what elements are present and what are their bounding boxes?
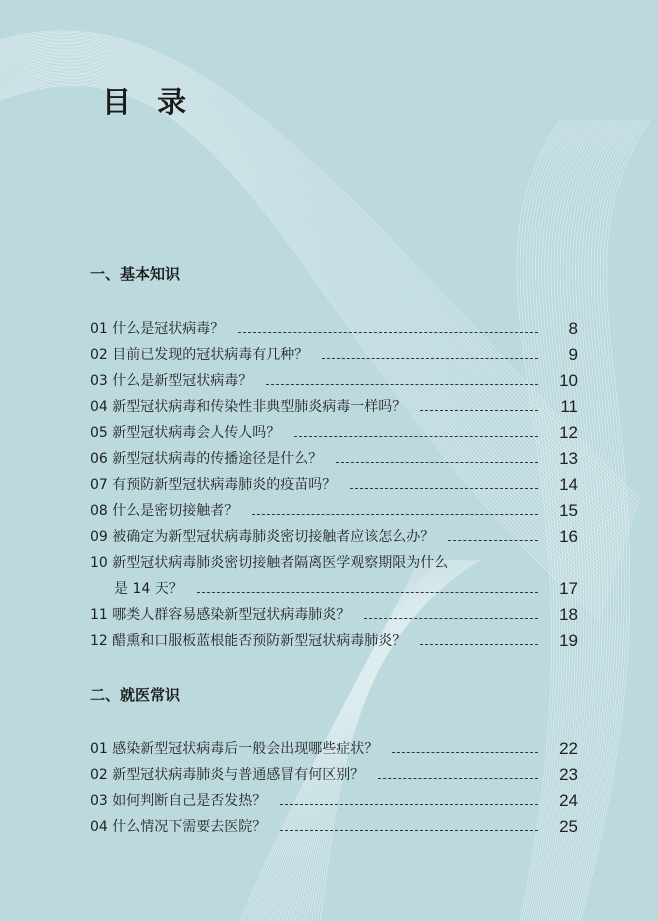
toc-entry-text: 02 目前已发现的冠状病毒有几种？ (90, 347, 309, 363)
toc-page-number: 14 (559, 475, 578, 494)
toc-entry[interactable] (90, 312, 578, 338)
toc-list-basics (90, 312, 578, 650)
toc-entry[interactable] (90, 468, 578, 494)
dot-leader (364, 618, 538, 619)
dot-leader (252, 514, 538, 515)
toc-entry-text: 04 什么情况下需要去医院？ (90, 819, 267, 835)
toc-page-number: 12 (559, 423, 578, 442)
dot-leader (448, 540, 538, 541)
toc-entry[interactable] (90, 442, 578, 468)
toc-entry-text: 06 新型冠状病毒的传播途径是什么？ (90, 451, 323, 467)
toc-page-number: 18 (559, 605, 578, 624)
dot-leader (420, 644, 538, 645)
toc-entry[interactable] (90, 390, 578, 416)
toc-entry-text: 03 如何判断自己是否发热？ (90, 793, 267, 809)
dot-leader (266, 384, 538, 385)
toc-entry[interactable] (90, 416, 578, 442)
toc-entry[interactable] (90, 810, 578, 836)
toc-entry-text: 01 什么是冠状病毒？ (90, 321, 225, 337)
toc-entry-text: 10 新型冠状病毒肺炎密切接触者隔离医学观察期限为什么 (90, 555, 449, 571)
toc-entry-first-line[interactable] (90, 546, 578, 572)
toc-page-number: 23 (559, 765, 578, 784)
toc-entry-text: 09 被确定为新型冠状病毒肺炎密切接触者应该怎么办？ (90, 529, 435, 545)
dot-leader (322, 358, 538, 359)
toc-entry-text: 12 醋熏和口服板蓝根能否预防新型冠状病毒肺炎？ (90, 633, 407, 649)
toc-entry-text: 08 什么是密切接触者？ (90, 503, 239, 519)
toc-entry-text: 11 哪类人群容易感染新型冠状病毒肺炎？ (90, 607, 351, 623)
dot-leader (336, 462, 538, 463)
toc-entry[interactable] (90, 494, 578, 520)
dot-leader (280, 804, 538, 805)
section-heading-basics: 一、基本知识 (90, 265, 181, 283)
dot-leader (378, 778, 538, 779)
toc-page-number: 8 (568, 319, 578, 338)
toc-page-number: 22 (559, 739, 578, 758)
toc-page-number: 16 (559, 527, 578, 546)
toc-page-number: 19 (559, 631, 578, 650)
toc-page-number: 11 (560, 397, 578, 416)
toc-page-number: 25 (559, 817, 578, 836)
section-heading-medical: 二、就医常识 (90, 686, 181, 704)
toc-entry[interactable] (90, 520, 578, 546)
dot-leader (197, 592, 538, 593)
toc-entry-text: 02 新型冠状病毒肺炎与普通感冒有何区别？ (90, 767, 365, 783)
toc-entry-text: 03 什么是新型冠状病毒？ (90, 373, 253, 389)
dot-leader (280, 830, 538, 831)
toc-entry[interactable] (90, 338, 578, 364)
toc-entry[interactable] (90, 784, 578, 810)
toc-list-medical (90, 732, 578, 836)
toc-entry[interactable] (90, 624, 578, 650)
toc-page-number: 24 (559, 791, 578, 810)
toc-entry-text: 07 有预防新型冠状病毒肺炎的疫苗吗？ (90, 477, 337, 493)
toc-page-number: 13 (559, 449, 578, 468)
dot-leader (350, 488, 538, 489)
toc-entry-text: 01 感染新型冠状病毒后一般会出现哪些症状？ (90, 741, 379, 757)
toc-entry-text: 04 新型冠状病毒和传染性非典型肺炎病毒一样吗？ (90, 399, 407, 415)
dot-leader (392, 752, 538, 753)
toc-entry-text: 是 14 天？ (114, 581, 183, 597)
dot-leader (420, 410, 538, 411)
toc-page-number: 9 (568, 345, 578, 364)
toc-page-number: 10 (559, 371, 578, 390)
dot-leader (238, 332, 538, 333)
toc-entry[interactable] (90, 732, 578, 758)
toc-entry-continuation[interactable] (90, 572, 578, 598)
page-title: 目 录 (102, 85, 195, 119)
toc-entry-text: 05 新型冠状病毒会人传人吗？ (90, 425, 281, 441)
toc-page-number: 17 (559, 579, 578, 598)
toc-entry[interactable] (90, 758, 578, 784)
toc-page-number: 15 (559, 501, 578, 520)
dot-leader (294, 436, 538, 437)
toc-entry[interactable] (90, 598, 578, 624)
toc-entry[interactable] (90, 364, 578, 390)
